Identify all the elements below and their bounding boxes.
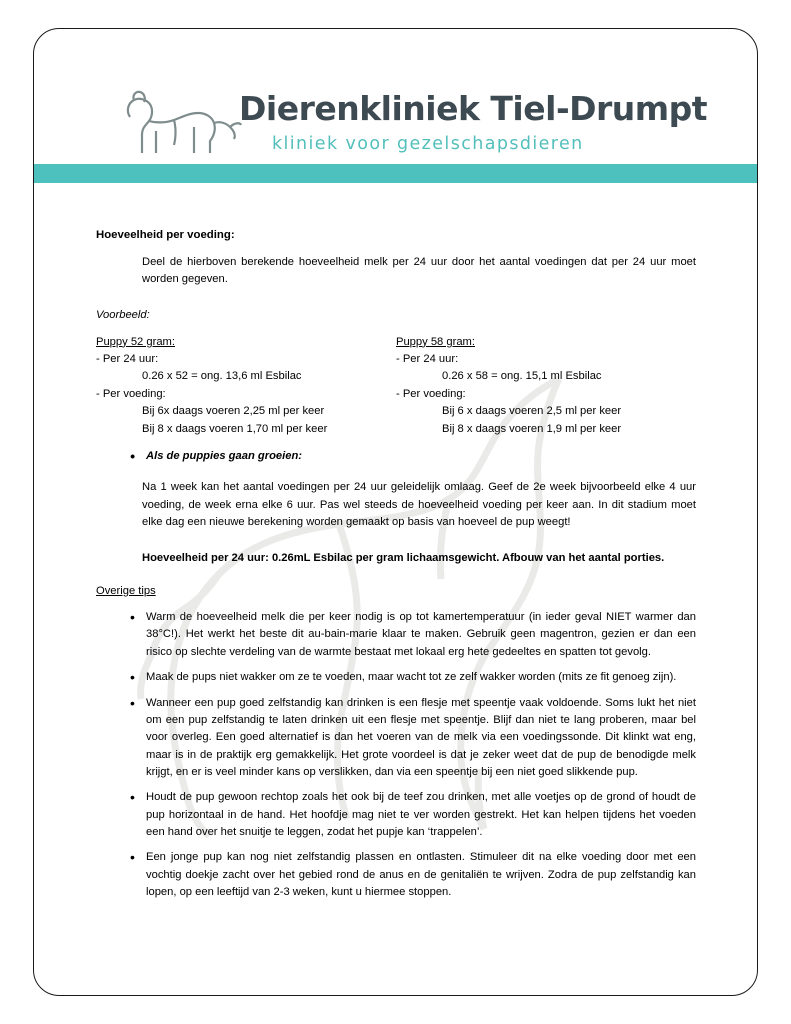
document-page	[33, 28, 758, 996]
list-item: • Een jonge pup kan nog niet zelfstandig plassen en ontlasten. Stimuleer dit na elke voeding door met een vochtig doekje zacht over het gebied rond de anus en de genitaliën te wrijven. Zodra de pup zelfstandig kan lopen, op een leeftijd van 2-3 weken, kunt u hiermee stoppen.	[146, 849, 696, 901]
column-line-per24h: - Per 24 uur:	[396, 353, 459, 366]
column-line-6x: Bij 6x daags voeren 2,25 ml per keer	[142, 405, 325, 418]
brand-title: Dierenkliniek Tiel-Drumpt	[239, 89, 708, 128]
column-line-8x: Bij 8 x daags voeren 1,9 ml per keer	[442, 422, 622, 435]
column-line-8x: Bij 8 x daags voeren 1,70 ml per keer	[142, 422, 328, 435]
list-item: • Warm de hoeveelheid melk die per keer nodig is op tot kamertemperatuur (in ieder geval NIET warmer dan 38°C!). Het werkt het beste dit au-bain-marie klaar te maken. Gebruik geen magentron, gezien er dan een risico op slechte verdeling van de warmte bestaat met lokaal erg hete gedeeltes en spatten tot gevolg.	[146, 609, 696, 661]
growth-body: Na 1 week kan het aantal voedingen per 24 uur geleidelijk omlaag. Geef de 2e week bijvoorbeeld elke 4 uur voeding, de week erna elke 6 uur. Pas wel steeds de hoeveelheid voeding per keer aan. In dit stadium moet elke dag een nieuwe berekening worden gemaakt op basis van hoeveel de pup weegt!	[142, 481, 696, 528]
header-accent-bar	[34, 164, 757, 183]
column-line-6x: Bij 6 x daags voeren 2,5 ml per keer	[442, 405, 622, 418]
column-title: Puppy 52 gram:	[96, 335, 175, 348]
tips-list	[96, 609, 696, 901]
example-column-52g	[96, 334, 396, 438]
example-label: Voorbeeld:	[96, 309, 150, 322]
list-item: • Wanneer een pup goed zelfstandig kan drinken is een flesje met speentje vaak voldoende. Soms lukt het niet om een pup zelfstandig te laten drinken uit een flesje met speentje. Blijf dan niet te lang proberen, maar bel voor overleg. Een goed alternatief is dan het voeren van de melk via een voedingssonde. Dit klinkt wat eng, maar is in de praktijk erg gemakkelijk. Het grote voordeel is dat je zeker weet dat de pup de benodigde melk krijgt, en er is veel minder kans op verslikken, dan via een speentje bij een niet goed slikkende pup.	[146, 695, 696, 782]
section-heading-amount-per-feeding: Hoeveelheid per voeding:	[96, 229, 235, 241]
example-column-58g	[396, 334, 696, 438]
column-line-per24h: - Per 24 uur:	[96, 353, 159, 366]
two-dogs-logo-icon	[122, 87, 242, 159]
document-body	[96, 227, 696, 909]
example-columns	[96, 334, 696, 438]
growth-bullet-item: • Als de puppies gaan groeien:	[146, 448, 696, 465]
section-body-amount-per-feeding: Deel de hierboven berekende hoeveelheid melk per 24 uur door het aantal voedingen dat per 24 uur moet worden gegeven.	[142, 255, 696, 286]
column-line-perfeeding: - Per voeding:	[396, 387, 466, 400]
summary-line: Hoeveelheid per 24 uur: 0.26mL Esbilac per gram lichaamsgewicht. Afbouw van het aantal porties.	[142, 552, 665, 565]
column-title: Puppy 58 gram:	[396, 335, 475, 348]
column-line-per24h-value: 0.26 x 58 = ong. 15,1 ml Esbilac	[442, 370, 602, 383]
brand-subtitle: kliniek voor gezelschapsdieren	[272, 134, 584, 154]
tips-heading: Overige tips	[96, 584, 156, 597]
document-header	[34, 29, 757, 177]
column-line-per24h-value: 0.26 x 52 = ong. 13,6 ml Esbilac	[142, 370, 302, 383]
list-item: • Houdt de pup gewoon rechtop zoals het ook bij de teef zou drinken, met alle voetjes op de grond of houdt de pup horizontaal in de hand. Het hoofdje mag niet te ver worden gestrekt. Het kan helpen tijdens het voeden een hand over het snuitje te leggen, zodat het pupje kan ‘trappelen’.	[146, 789, 696, 841]
list-item: • Maak de pups niet wakker om ze te voeden, maar wacht tot ze zelf wakker worden (mits ze fit genoeg zijn).	[146, 669, 696, 686]
growth-bullet-list	[96, 448, 696, 465]
column-line-perfeeding: - Per voeding:	[96, 387, 166, 400]
